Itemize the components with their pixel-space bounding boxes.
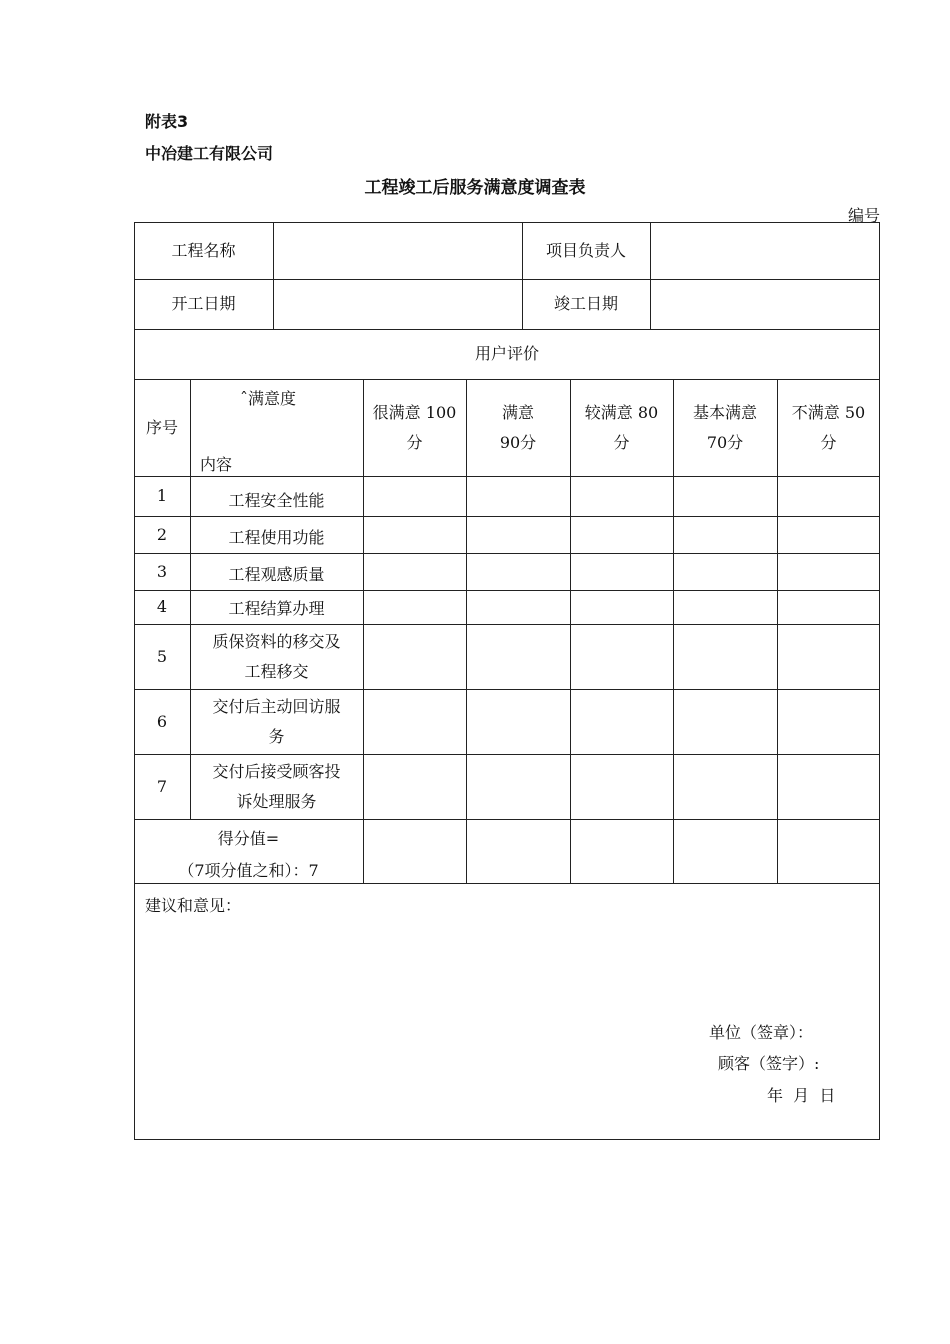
appendix-label: 附表3	[145, 112, 189, 131]
row-content	[190, 516, 363, 553]
rating-cell[interactable]	[570, 624, 673, 689]
row-content-line1: 工程观感质量	[228, 565, 325, 584]
rule-h	[134, 819, 880, 820]
row-seq: 2	[156, 524, 168, 544]
form-title: 工程竣工后服务满意度调查表	[364, 178, 586, 198]
col-seq-header: 序号	[145, 417, 178, 437]
row-content-line1: 工程结算办理	[228, 599, 325, 618]
rating-cell[interactable]	[363, 476, 466, 516]
level-header-line1: 不满意 50	[791, 402, 866, 422]
manager-field[interactable]	[650, 222, 880, 279]
row-content	[190, 590, 363, 624]
rating-cell[interactable]	[466, 553, 570, 590]
level-header-line2: 分	[406, 432, 423, 452]
form-number-label: 编号	[847, 206, 880, 225]
rating-cell[interactable]	[570, 590, 673, 624]
level-header-line2: 分	[613, 432, 630, 452]
row-content-line1: 质保资料的移交及	[212, 631, 341, 651]
col-content-header: 内容	[200, 455, 233, 474]
rating-cell[interactable]	[363, 553, 466, 590]
level-header-line1: 较满意 80	[584, 402, 659, 422]
rating-cell[interactable]	[777, 754, 880, 819]
customer-signature-label: 顾客（签字）:	[718, 1054, 820, 1073]
rating-cell[interactable]	[363, 689, 466, 754]
level-header-line2: 分	[820, 432, 837, 452]
row-content-line1: 工程安全性能	[228, 491, 325, 510]
row-seq: 5	[156, 646, 168, 666]
level-header-line2: 90分	[499, 432, 537, 452]
rating-cell[interactable]	[570, 516, 673, 553]
rating-cell[interactable]	[466, 516, 570, 553]
row-seq: 4	[156, 597, 168, 616]
row-content	[190, 476, 363, 516]
row-content-line1: 交付后接受顾客投	[212, 761, 341, 781]
row-content	[190, 754, 363, 819]
rating-cell[interactable]	[777, 553, 880, 590]
rating-cell[interactable]	[570, 476, 673, 516]
rating-cell[interactable]	[466, 590, 570, 624]
rating-cell[interactable]	[363, 624, 466, 689]
company-name: 中冶建工有限公司	[145, 144, 274, 163]
rating-cell[interactable]	[673, 553, 777, 590]
row-content	[190, 689, 363, 754]
end-date-label: 竣工日期	[553, 294, 618, 313]
rating-cell[interactable]	[466, 476, 570, 516]
project-name-field[interactable]	[273, 222, 522, 279]
start-date-field[interactable]	[273, 279, 522, 329]
rating-cell[interactable]	[673, 689, 777, 754]
start-date-label: 开工日期	[171, 294, 236, 313]
end-date-field[interactable]	[650, 279, 880, 329]
rating-cell[interactable]	[570, 553, 673, 590]
rating-cell[interactable]	[570, 689, 673, 754]
rating-cell[interactable]	[777, 590, 880, 624]
project-name-label: 工程名称	[171, 240, 236, 260]
rating-cell[interactable]	[466, 754, 570, 819]
rating-cell[interactable]	[777, 476, 880, 516]
level-header-line2: 70分	[706, 432, 744, 452]
row-seq: 1	[156, 486, 168, 505]
level-header-line1: 基本满意	[692, 402, 757, 422]
rating-cell[interactable]	[673, 476, 777, 516]
rating-cell[interactable]	[673, 516, 777, 553]
suggestions-label: 建议和意见：	[145, 896, 242, 915]
rating-cell[interactable]	[570, 754, 673, 819]
rating-cell[interactable]	[777, 516, 880, 553]
row-seq: 3	[156, 561, 168, 581]
level-header-line1: 很满意 100	[372, 402, 457, 422]
rating-cell[interactable]	[673, 590, 777, 624]
level-header-2	[466, 379, 570, 476]
row-content-line2: 工程移交	[244, 661, 309, 681]
rating-cell[interactable]	[777, 624, 880, 689]
score-formula: （7项分值之和）：7	[178, 861, 319, 880]
rating-cell[interactable]	[673, 624, 777, 689]
rating-cell[interactable]	[466, 624, 570, 689]
rating-cell[interactable]	[363, 754, 466, 819]
rating-cell[interactable]	[363, 516, 466, 553]
rating-cell[interactable]	[466, 689, 570, 754]
level-header-4	[673, 379, 777, 476]
manager-label: 项目负责人	[545, 240, 626, 260]
date-label: 年 月 日	[767, 1086, 836, 1105]
col-satisfaction-header: ˆ满意度	[240, 389, 297, 408]
unit-signature-label: 单位（签章）：	[709, 1023, 814, 1042]
evaluation-section-title: 用户评价	[474, 344, 539, 363]
row-seq: 7	[156, 776, 168, 796]
row-content-line1: 交付后主动回访服	[212, 696, 341, 716]
row-content	[190, 624, 363, 689]
level-header-line1: 满意	[501, 402, 534, 422]
rating-cell[interactable]	[777, 689, 880, 754]
rating-cell[interactable]	[363, 590, 466, 624]
row-seq: 6	[156, 711, 168, 731]
level-header-5	[777, 379, 880, 476]
row-content-line1: 工程使用功能	[228, 528, 325, 547]
level-header-3	[570, 379, 673, 476]
row-content-line2: 务	[268, 726, 285, 746]
level-header-1	[363, 379, 466, 476]
score-label: 得分值=	[217, 829, 280, 848]
row-content	[190, 553, 363, 590]
row-content-line2: 诉处理服务	[236, 791, 317, 811]
rating-cell[interactable]	[673, 754, 777, 819]
